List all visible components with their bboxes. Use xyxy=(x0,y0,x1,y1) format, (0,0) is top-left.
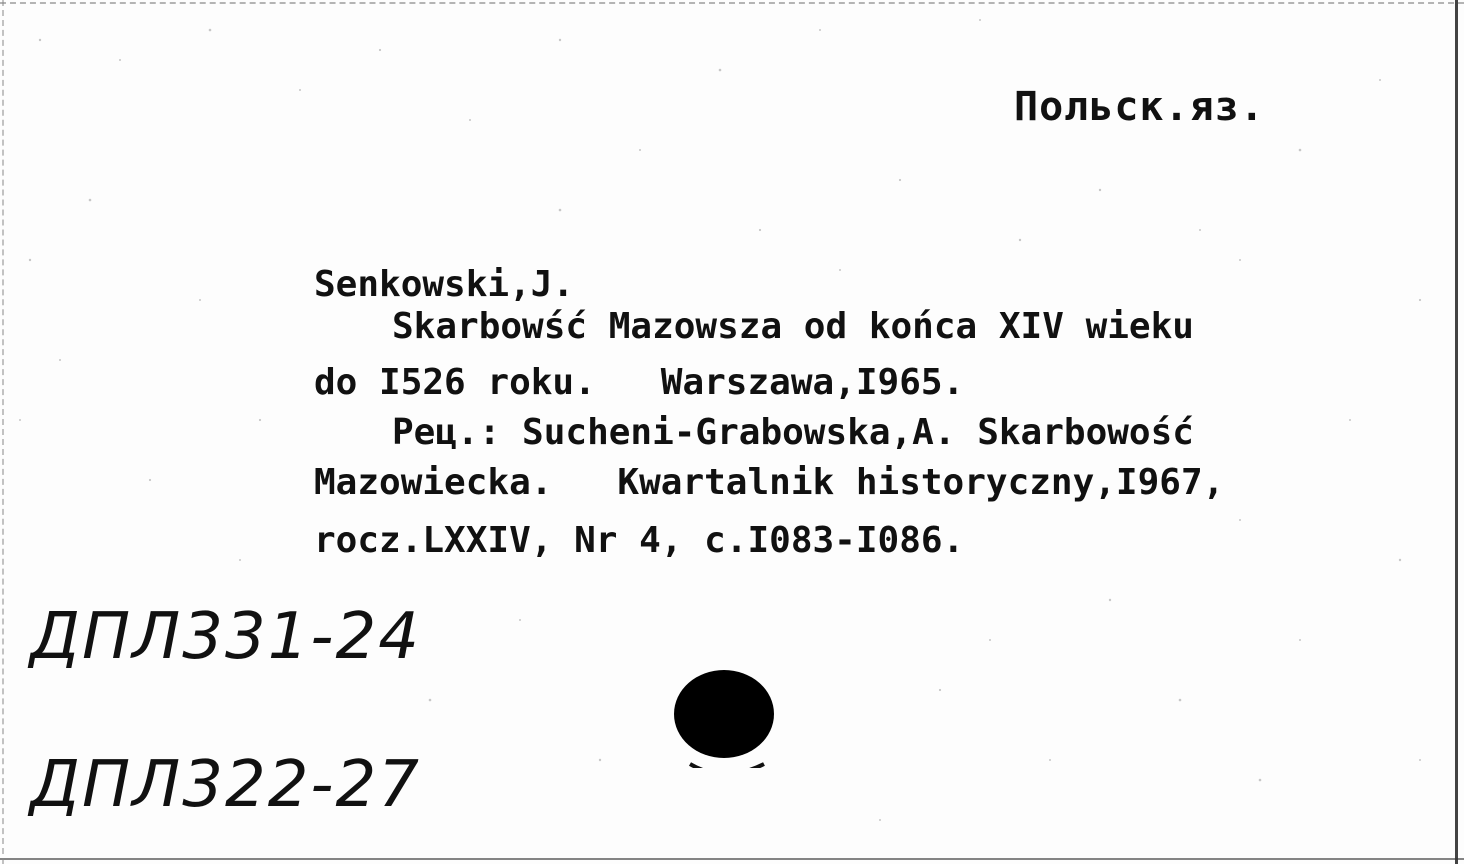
card-right-edge xyxy=(1455,0,1458,864)
card-top-edge xyxy=(0,2,1464,4)
review-line-1: Рец.: Sucheni-Grabowska,A. Skarbowość xyxy=(392,412,1194,453)
shelfmark-2: ДПЛ322-27 xyxy=(30,748,421,822)
review-line-2: Mazowiecka. Kwartalnik historyczny,I967, xyxy=(314,462,1225,503)
author-line: Senkowski,J. xyxy=(314,264,575,305)
title-line-1: Skarbowść Mazowsza od końca XIV wieku xyxy=(392,306,1194,347)
card-left-edge xyxy=(2,0,4,864)
shelfmark-1: ДПЛ331-24 xyxy=(30,600,421,674)
card-bottom-edge xyxy=(0,858,1464,860)
subject-heading: Польск.яз. xyxy=(1014,84,1265,130)
punch-hole xyxy=(672,668,780,768)
title-line-2: do I526 roku. Warszawa,I965. xyxy=(314,362,965,403)
review-line-3: rocz.LXXIV, Nr 4, c.I083-I086. xyxy=(314,520,965,561)
